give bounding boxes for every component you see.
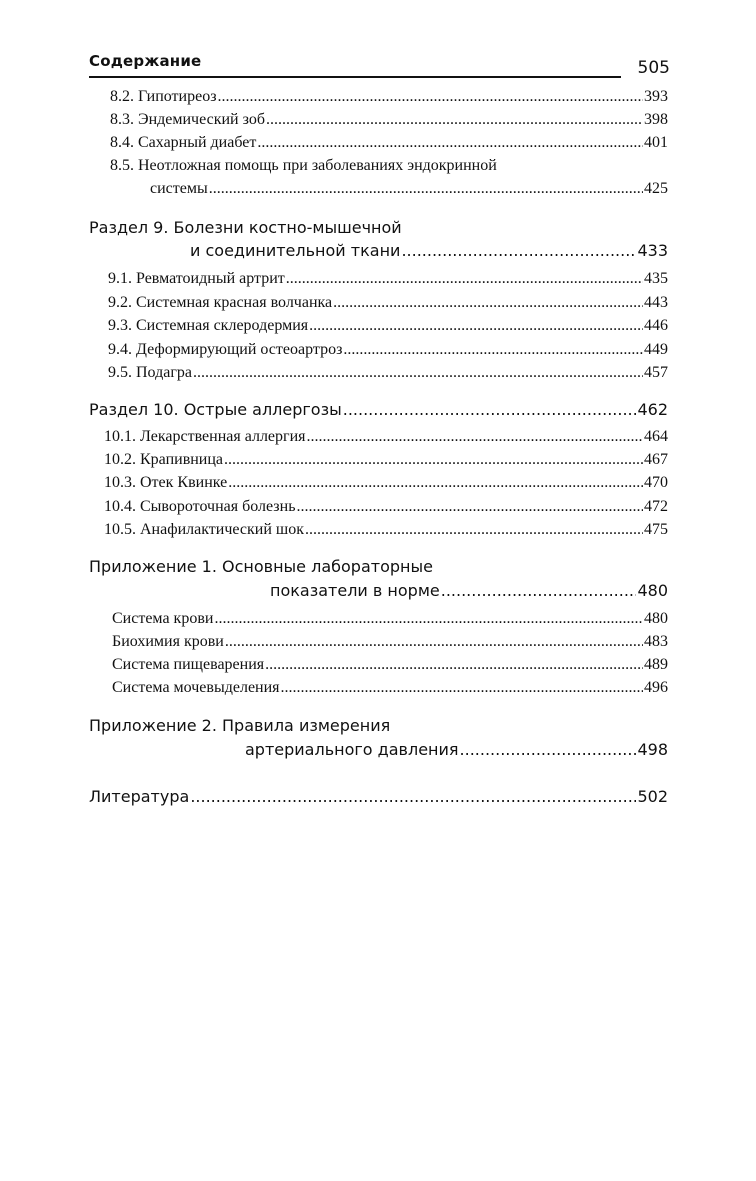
entry-page: 449 <box>644 341 668 358</box>
section-title-line1[interactable]: Раздел 9. Болезни костно-мышечной <box>89 218 402 237</box>
entry-page: 464 <box>644 428 668 445</box>
toc-entry[interactable] <box>104 451 668 469</box>
header-rule <box>89 76 621 78</box>
toc-entry[interactable] <box>110 134 668 152</box>
entry-label: 9.4. Деформирующий остеоартроз <box>108 341 343 358</box>
toc-entry[interactable] <box>112 656 668 674</box>
toc-entry[interactable] <box>104 498 668 516</box>
toc-entry[interactable] <box>108 317 668 335</box>
section-page: 498 <box>637 740 668 759</box>
toc-entry[interactable] <box>112 633 668 651</box>
section-title-line1[interactable]: Приложение 1. Основные лабораторные <box>89 557 433 576</box>
entry-page: 496 <box>644 679 668 696</box>
entry-label: системы <box>150 180 208 197</box>
entry-label: Биохимия крови <box>112 633 224 650</box>
dot-leader <box>281 679 643 697</box>
section-page: 502 <box>637 787 668 806</box>
toc-entry[interactable] <box>110 88 668 106</box>
dot-leader <box>224 451 643 469</box>
entry-label: 8.3. Эндемический зоб <box>110 111 265 128</box>
toc-entry[interactable] <box>108 341 668 359</box>
section-title: Раздел 10. Острые аллергозы <box>89 400 342 419</box>
entry-label: 8.2. Гипотиреоз <box>110 88 217 105</box>
dot-leader <box>286 270 643 288</box>
dot-leader <box>265 656 643 674</box>
entry-page: 489 <box>644 656 668 673</box>
dot-leader <box>228 474 643 492</box>
entry-label: 9.1. Ревматоидный артрит <box>108 270 285 287</box>
entry-label: 9.5. Подагра <box>108 364 192 381</box>
toc-entry[interactable] <box>112 610 668 628</box>
entry-label: Система пищеварения <box>112 656 265 673</box>
dot-leader <box>309 317 643 335</box>
entry-page: 470 <box>644 474 668 491</box>
section-entry[interactable] <box>89 787 668 806</box>
entry-page: 467 <box>644 451 668 468</box>
entry-page: 401 <box>644 134 668 151</box>
section-entry[interactable] <box>270 581 668 600</box>
entry-page: 443 <box>644 294 668 311</box>
entry-label: 9.2. Системная красная волчанка <box>108 294 333 311</box>
dot-leader <box>209 180 643 198</box>
dot-leader <box>214 610 643 628</box>
entry-label: 10.2. Крапивница <box>104 451 224 468</box>
entry-label: 10.3. Отек Квинке <box>104 474 228 491</box>
dot-leader <box>305 521 643 539</box>
toc-entry[interactable] <box>108 364 668 382</box>
dot-leader <box>218 88 643 106</box>
dot-leader <box>401 241 636 260</box>
entry-page: 425 <box>644 180 668 197</box>
toc-entry[interactable] <box>104 428 668 446</box>
section-title: и соединительной ткани <box>190 241 401 260</box>
dot-leader <box>343 400 637 419</box>
toc-entry[interactable] <box>150 180 668 198</box>
entry-page: 475 <box>644 521 668 538</box>
dot-leader <box>257 134 643 152</box>
entry-label: 10.4. Сывороточная болезнь <box>104 498 296 515</box>
entry-page: 480 <box>644 610 668 627</box>
entry-page: 446 <box>644 317 668 334</box>
entry-page: 398 <box>644 111 668 128</box>
page-number: 505 <box>637 58 670 78</box>
dot-leader <box>441 581 637 600</box>
dot-leader <box>343 341 643 359</box>
dot-leader <box>193 364 643 382</box>
entry-page: 435 <box>644 270 668 287</box>
entry-label: 10.1. Лекарственная аллергия <box>104 428 306 445</box>
section-title-line1[interactable]: Приложение 2. Правила измерения <box>89 716 391 735</box>
entry-label: 8.4. Сахарный диабет <box>110 134 257 151</box>
section-title: артериального давления <box>245 740 459 759</box>
entry-page: 483 <box>644 633 668 650</box>
entry-page: 457 <box>644 364 668 381</box>
entry-label: Система крови <box>112 610 214 627</box>
section-entry[interactable] <box>89 400 668 419</box>
running-header-title: Содержание <box>89 52 202 70</box>
section-page: 462 <box>637 400 668 419</box>
entry-label-line1[interactable]: 8.5. Неотложная помощь при заболеваниях эндокринной <box>110 157 497 174</box>
section-title: показатели в норме <box>270 581 440 600</box>
dot-leader <box>296 498 643 516</box>
entry-label: Система мочевыделения <box>112 679 280 696</box>
toc-entry[interactable] <box>110 111 668 129</box>
dot-leader <box>333 294 643 312</box>
section-entry[interactable] <box>190 241 668 260</box>
dot-leader <box>266 111 643 129</box>
toc-entry[interactable] <box>112 679 668 697</box>
entry-page: 393 <box>644 88 668 105</box>
toc-entry[interactable] <box>104 521 668 539</box>
toc-entry[interactable] <box>104 474 668 492</box>
section-entry[interactable] <box>245 740 668 759</box>
dot-leader <box>460 740 637 759</box>
entry-page: 472 <box>644 498 668 515</box>
toc-entry[interactable] <box>108 270 668 288</box>
toc-entry[interactable] <box>108 294 668 312</box>
section-page: 433 <box>637 241 668 260</box>
dot-leader <box>225 633 643 651</box>
dot-leader <box>190 787 636 806</box>
entry-label: 10.5. Анафилактический шок <box>104 521 304 538</box>
section-page: 480 <box>637 581 668 600</box>
section-title: Литература <box>89 787 190 806</box>
entry-label: 9.3. Системная склеродермия <box>108 317 309 334</box>
dot-leader <box>307 428 643 446</box>
